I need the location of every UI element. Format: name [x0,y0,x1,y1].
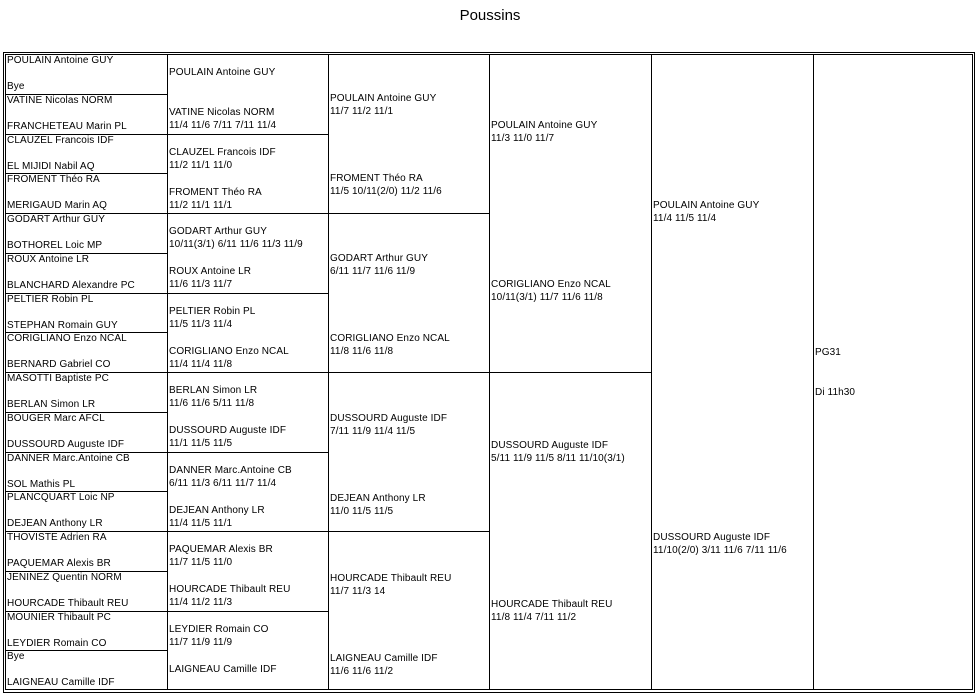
match-winner: PELTIER Robin PL [169,306,256,317]
player-name: SOL Mathis PL [7,479,76,490]
match-score: 11/6 11/6 11/2 [330,666,394,677]
bracket-line [167,293,328,294]
match-winner: POULAIN Antoine GUY [491,120,598,131]
match-winner: DUSSOURD Auguste IDF [653,532,771,543]
match-score: 11/4 11/2 11/3 [169,597,233,608]
match-winner: LAIGNEAU Camille IDF [169,664,277,675]
player-name: STEPHAN Romain GUY [7,320,118,331]
player-name: CORIGLIANO Enzo NCAL [7,333,127,344]
player-name: MOUNIER Thibault PC [7,612,111,623]
match-score: 11/5 10/11(2/0) 11/2 11/6 [330,186,442,197]
match-score: 11/6 11/3 11/7 [169,279,233,290]
match-score: 11/4 11/6 7/11 7/11 11/4 [169,120,277,131]
match-score: 11/4 11/5 11/4 [653,213,717,224]
match-winner: CORIGLIANO Enzo NCAL [491,279,611,290]
match-score: 6/11 11/3 6/11 11/7 11/4 [169,478,277,489]
match-winner: DEJEAN Anthony LR [169,505,265,516]
player-name: LEYDIER Romain CO [7,638,107,649]
player-name: DANNER Marc.Antoine CB [7,453,130,464]
bracket-line [167,213,328,214]
match-score: 7/11 11/9 11/4 11/5 [330,426,416,437]
player-name: ROUX Antoine LR [7,254,90,265]
player-name: MASOTTI Baptiste PC [7,373,109,384]
column-divider [651,54,652,690]
match-score: 11/0 11/5 11/5 [330,506,394,517]
player-name: VATINE Nicolas NORM [7,95,113,106]
player-name: LAIGNEAU Camille IDF [7,677,115,688]
match-score: 10/11(3/1) 6/11 11/6 11/3 11/9 [169,239,303,250]
match-winner: DUSSOURD Auguste IDF [169,425,287,436]
match-winner: POULAIN Antoine GUY [169,67,276,78]
match-score: 11/1 11/5 11/5 [169,438,233,449]
match-score: 11/10(2/0) 3/11 11/6 7/11 11/6 [653,545,787,556]
match-winner: HOURCADE Thibault REU [169,584,291,595]
player-name: PAQUEMAR Alexis BR [7,558,111,569]
player-name: JENINEZ Quentin NORM [7,572,122,583]
column-divider [813,54,814,690]
match-score: 11/7 11/2 11/1 [330,106,394,117]
match-winner: FROMENT Théo RA [330,173,423,184]
match-score: 11/7 11/9 11/9 [169,637,233,648]
player-name: DUSSOURD Auguste IDF [7,439,125,450]
match-score: 11/8 11/6 11/8 [330,346,394,357]
bracket-line [167,372,328,373]
page-title: Poussins [459,7,521,24]
final-time: Di 11h30 [815,387,856,398]
match-winner: DEJEAN Anthony LR [330,493,426,504]
match-winner: ROUX Antoine LR [169,266,252,277]
player-name: PLANCQUART Loic NP [7,492,115,503]
match-score: 11/8 11/4 7/11 11/2 [491,612,577,623]
match-score: 11/2 11/1 11/1 [169,200,233,211]
match-score: 11/7 11/5 11/0 [169,557,233,568]
player-name: PELTIER Robin PL [7,294,94,305]
bracket-line [328,372,489,373]
match-winner: POULAIN Antoine GUY [330,93,437,104]
match-winner: CLAUZEL Francois IDF [169,147,276,158]
player-name: HOURCADE Thibault REU [7,598,129,609]
match-winner: BERLAN Simon LR [169,385,258,396]
match-winner: POULAIN Antoine GUY [653,200,760,211]
match-winner: CORIGLIANO Enzo NCAL [169,346,289,357]
match-winner: LEYDIER Romain CO [169,624,269,635]
match-winner: FROMENT Théo RA [169,187,262,198]
match-winner: DANNER Marc.Antoine CB [169,465,292,476]
player-name: MERIGAUD Marin AQ [7,200,108,211]
bracket-line [5,650,167,651]
bracket-line [328,213,489,214]
player-name: FRANCHETEAU Marin PL [7,121,127,132]
match-score: 11/4 11/4 11/8 [169,359,233,370]
match-winner: DUSSOURD Auguste IDF [491,440,609,451]
bracket-line [167,134,328,135]
bracket-line [167,452,328,453]
player-name: BLANCHARD Alexandre PC [7,280,135,291]
match-winner: GODART Arthur GUY [330,253,429,264]
player-name: DEJEAN Anthony LR [7,518,103,529]
match-score: 11/2 11/1 11/0 [169,160,233,171]
player-name: GODART Arthur GUY [7,214,106,225]
player-name: CLAUZEL Francois IDF [7,135,114,146]
player-name: POULAIN Antoine GUY [7,55,114,66]
match-score: 11/6 11/6 5/11 11/8 [169,398,255,409]
match-winner: DUSSOURD Auguste IDF [330,413,448,424]
match-score: 5/11 11/9 11/5 8/11 11/10(3/1) [491,453,625,464]
match-winner: CORIGLIANO Enzo NCAL [330,333,450,344]
bracket-line [167,531,328,532]
match-score: 11/4 11/5 11/1 [169,518,233,529]
bracket-line [167,611,328,612]
match-score: 11/5 11/3 11/4 [169,319,233,330]
player-name: BERLAN Simon LR [7,399,96,410]
match-winner: LAIGNEAU Camille IDF [330,653,438,664]
match-winner: HOURCADE Thibault REU [491,599,613,610]
match-winner: GODART Arthur GUY [169,226,268,237]
match-score: 11/3 11/0 11/7 [491,133,555,144]
player-name: Bye [7,81,25,92]
player-name: FROMENT Théo RA [7,174,100,185]
player-name: THOVISTE Adrien RA [7,532,107,543]
player-name: Bye [7,651,25,662]
match-winner: PAQUEMAR Alexis BR [169,544,273,555]
match-score: 10/11(3/1) 11/7 11/6 11/8 [491,292,603,303]
bracket-line [489,372,651,373]
player-name: EL MIJIDI Nabil AQ [7,161,95,172]
match-score: 11/7 11/3 14 [330,586,386,597]
match-score: 6/11 11/7 11/6 11/9 [330,266,416,277]
final-table: PG31 [815,347,841,358]
player-name: BOTHOREL Loic MP [7,240,103,251]
bracket-line [328,531,489,532]
player-name: BOUGER Marc AFCL [7,413,105,424]
match-winner: HOURCADE Thibault REU [330,573,452,584]
match-winner: VATINE Nicolas NORM [169,107,275,118]
player-name: BERNARD Gabriel CO [7,359,111,370]
